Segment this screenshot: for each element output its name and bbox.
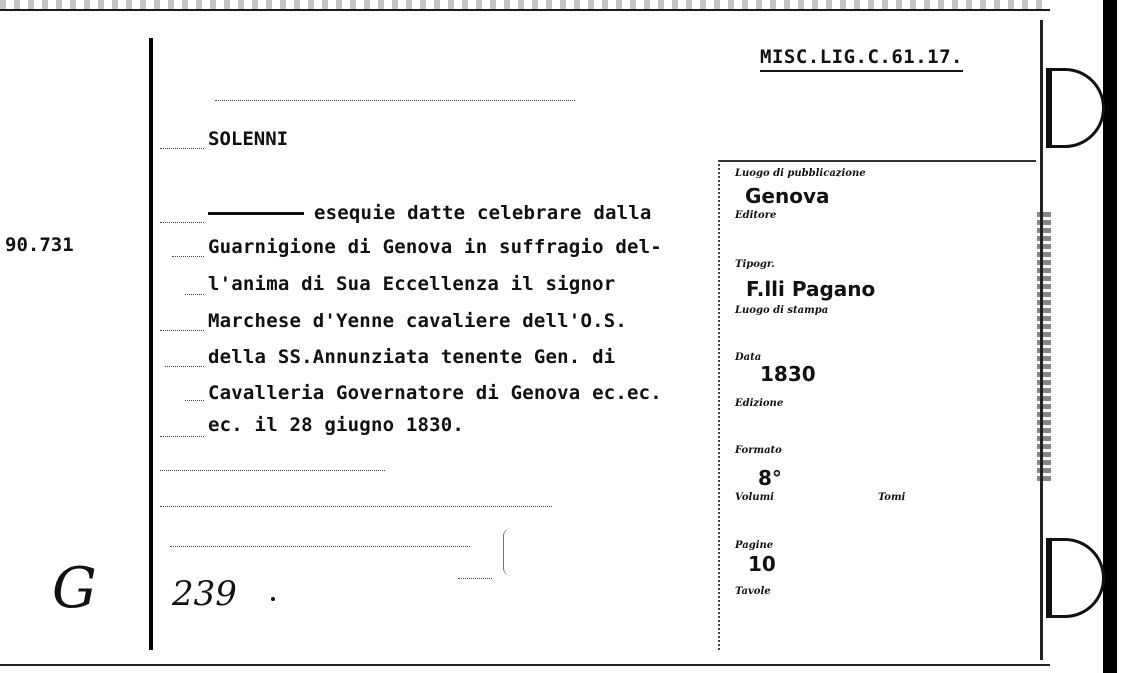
handwritten-letter: G — [52, 556, 97, 621]
luogo-stampa-label: Luogo di stampa — [735, 305, 829, 316]
dotted-guide — [160, 436, 204, 437]
vertical-stamp-text — [1037, 212, 1051, 482]
bottom-edge-line — [0, 664, 1050, 666]
description-line-5: della SS.Annunziata tenente Gen. di — [208, 346, 616, 368]
punch-hole-top — [1046, 68, 1105, 148]
description-line-2: Guarnigione di Genova in suffragio del- — [208, 236, 662, 258]
ink-dot — [271, 597, 275, 601]
editore-label: Editore — [735, 210, 777, 221]
edizione-label: Edizione — [735, 398, 784, 409]
tomi-label: Tomi — [878, 492, 906, 503]
dotted-guide — [172, 256, 204, 257]
pagine-label: Pagine — [735, 540, 774, 551]
punch-hole-bottom — [1046, 538, 1105, 618]
luogo-pubblicazione-value: Genova — [745, 184, 830, 208]
data-label: Data — [735, 352, 762, 363]
dotted-guide — [160, 506, 552, 507]
tavole-label: Tavole — [735, 586, 771, 597]
description-line-6: Cavalleria Governatore di Genova ec.ec. — [208, 382, 662, 404]
formato-value: 8° — [758, 466, 782, 490]
shelfmark: MISC.LIG.C.61.17. — [760, 46, 963, 72]
luogo-pubblicazione-label: Luogo di pubblicazione — [735, 168, 866, 179]
dotted-guide — [160, 470, 385, 471]
dotted-guide — [185, 400, 204, 401]
top-edge-line — [0, 9, 1050, 11]
scanner-edge-stripe — [1103, 0, 1117, 673]
tipografo-value: F.lli Pagano — [746, 277, 876, 301]
accession-number: 90.731 — [5, 234, 74, 256]
dotted-guide — [160, 330, 204, 331]
margin-rule — [149, 38, 153, 650]
pagine-value: 10 — [748, 552, 776, 576]
pencil-stroke — [503, 528, 516, 576]
dotted-guide — [160, 222, 204, 223]
dotted-guide — [458, 578, 492, 579]
dotted-guide — [170, 546, 470, 547]
dotted-guide — [185, 294, 204, 295]
form-top-rule — [718, 160, 1036, 163]
title-heading: SOLENNI — [208, 128, 289, 150]
formato-label: Formato — [735, 445, 782, 456]
dotted-guide — [160, 148, 204, 149]
title-dash — [208, 212, 304, 215]
volumi-label: Volumi — [735, 492, 774, 503]
description-line-3: l'anima di Sua Eccellenza il signor — [208, 273, 616, 295]
form-left-rule — [718, 160, 721, 650]
dotted-guide — [215, 100, 575, 101]
dotted-guide — [165, 366, 204, 367]
handwritten-number: 239 — [172, 574, 237, 614]
data-value: 1830 — [760, 362, 816, 386]
tipografo-label: Tipogr. — [735, 259, 775, 270]
description-line-7: ec. il 28 giugno 1830. — [208, 414, 465, 436]
description-line-1: esequie datte celebrare dalla — [208, 202, 652, 224]
description-line-4: Marchese d'Yenne cavaliere dell'O.S. — [208, 310, 628, 332]
